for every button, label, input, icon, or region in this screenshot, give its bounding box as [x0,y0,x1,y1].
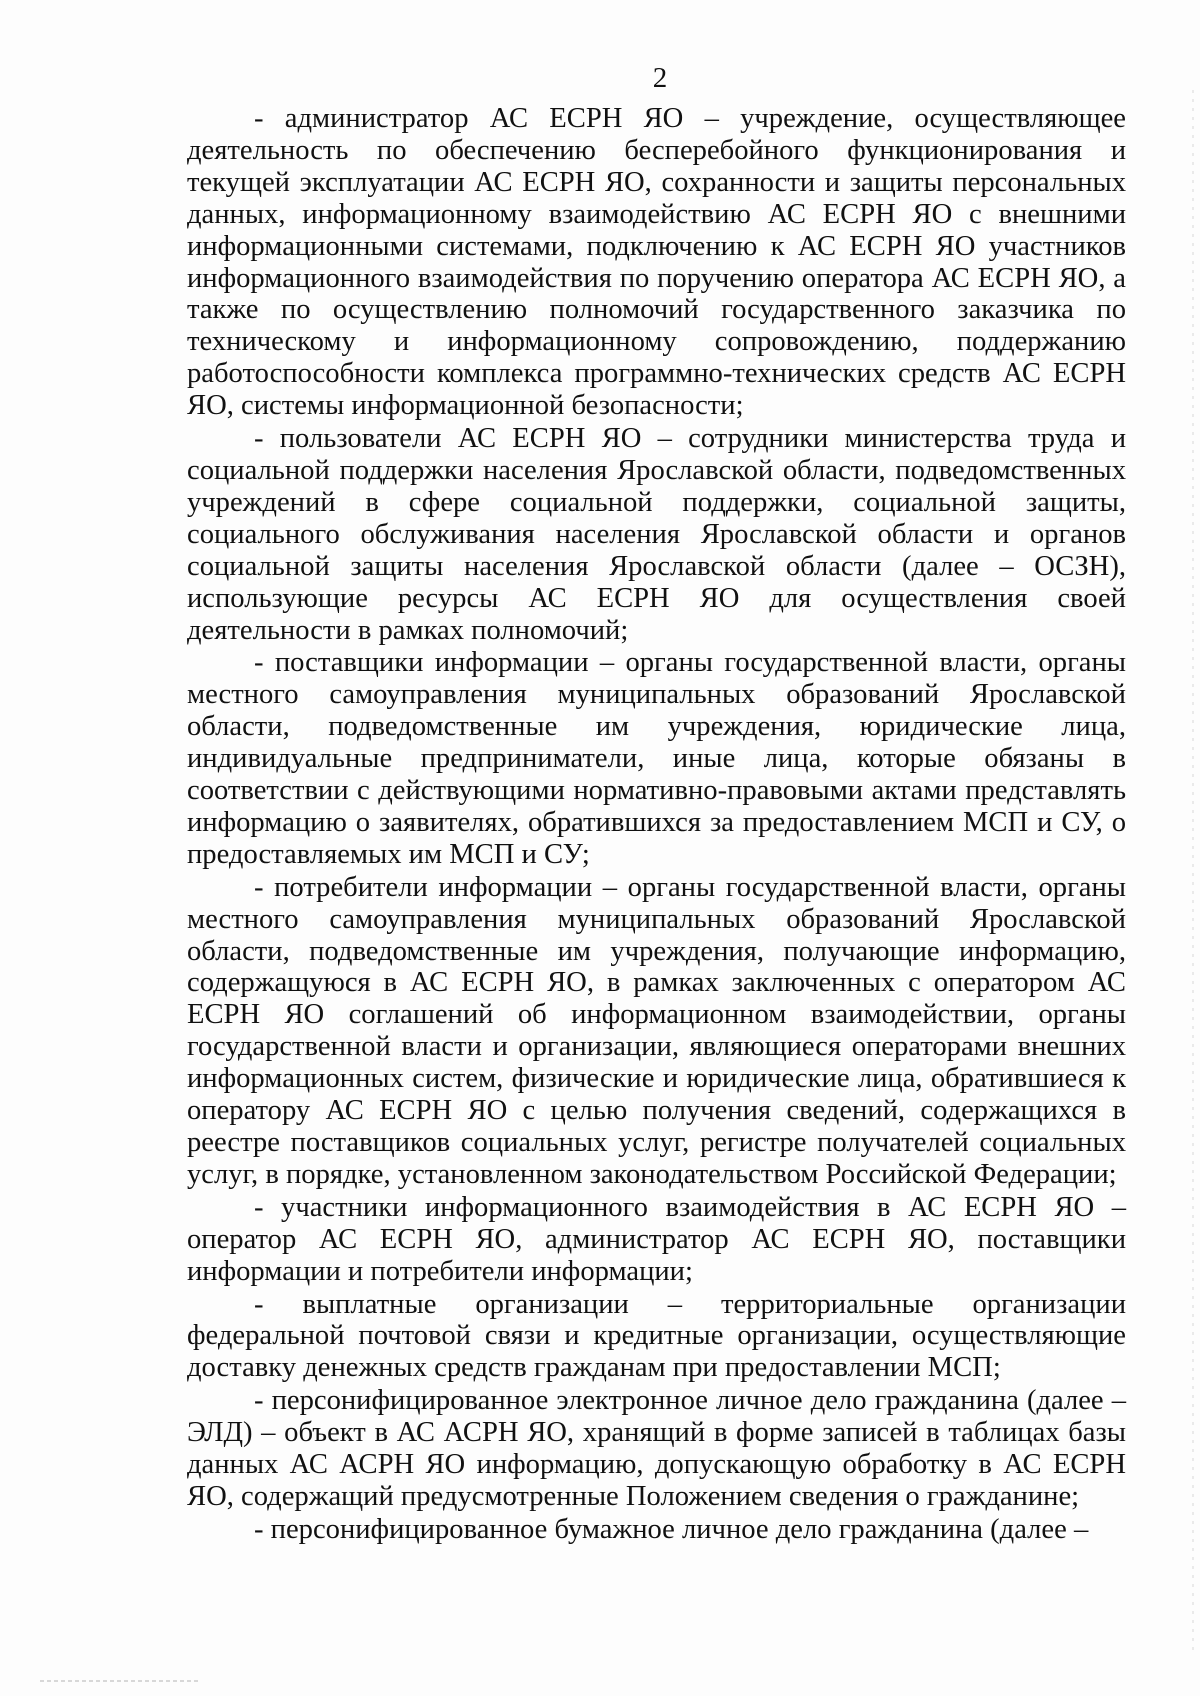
scan-edge-artifact [1192,90,1194,1650]
definition-paragraph: - пользователи АС ЕСРН ЯО – сотрудники министерства труда и социальной поддержки населения Ярославской области, подведомственных учреждений в сфере социальной поддержки, социальной защиты, социального обслуживания населения Ярославской области и органов социальной защиты населения Ярославской области (далее – ОСЗН), использующие ресурсы АС ЕСРН ЯО для осуществления своей деятельности в рамках полномочий; [187,423,1126,646]
definition-paragraph: - администратор АС ЕСРН ЯО – учреждение, осуществляющее деятельность по обеспечению бесперебойного функционирования и текущей эксплуатации АС ЕСРН ЯО, сохранности и защиты персональных данных, информационному взаимодействию АС ЕСРН ЯО с внешними информационными системами, подключению к АС ЕСРН ЯО участников информационного взаимодействия по поручению оператора АС ЕСРН ЯО, а также по осуществлению полномочий государственного заказчика по техническому и информационному сопровождению, поддержанию работоспособности комплекса программно-технических средств АС ЕСРН ЯО, системы информационной безопасности; [187,103,1126,422]
definition-paragraph-continued: - персонифицированное бумажное личное дело гражданина (далее – [254,1513,1089,1545]
scan-bottom-artifact [40,1680,200,1682]
definition-paragraph: - участники информационного взаимодействия в АС ЕСРН ЯО – оператор АС ЕСРН ЯО, администратор АС ЕСРН ЯО, поставщики информации и потребители информации; [187,1191,1126,1287]
definition-paragraph: - поставщики информации – органы государственной власти, органы местного самоуправления муниципальных образований Ярославской области, подведомственные им учреждения, юридические лица, индивидуальные предприниматели, иные лица, которые обязаны в соответствии с действующими нормативно-правовыми актами представлять информацию о заявителях, обратившихся за предоставлением МСП и СУ, о предоставляемых им МСП и СУ; [187,647,1126,870]
definition-paragraph: - выплатные организации – территориальные организации федеральной почтовой связи и кредитные организации, осуществляющие доставку денежных средств гражданам при предоставлении МСП; [187,1288,1126,1384]
document-body [187,103,1126,1547]
page-number: 2 [652,62,668,94]
definition-paragraph: - персонифицированное электронное личное дело гражданина (далее – ЭЛД) – объект в АС АСРН ЯО, хранящий в форме записей в таблицах базы данных АС АСРН ЯО информацию, допускающую обработку в АС ЕСРН ЯО, содержащий предусмотренные Положением сведения о гражданине; [187,1385,1126,1512]
definition-paragraph: - потребители информации – органы государственной власти, органы местного самоуправления муниципальных образований Ярославской области, подведомственные им учреждения, получающие информацию, содержащуюся в АС ЕСРН ЯО, в рамках заключенных с оператором АС ЕСРН ЯО соглашений об информационном взаимодействии, органы государственной власти и организации, являющиеся операторами внешних информационных систем, физические и юридические лица, обратившиеся к оператору АС ЕСРН ЯО с целью получения сведений, содержащихся в реестре поставщиков социальных услуг, регистре получателей социальных услуг, в порядке, установленном законодательством Российской Федерации; [187,871,1126,1190]
